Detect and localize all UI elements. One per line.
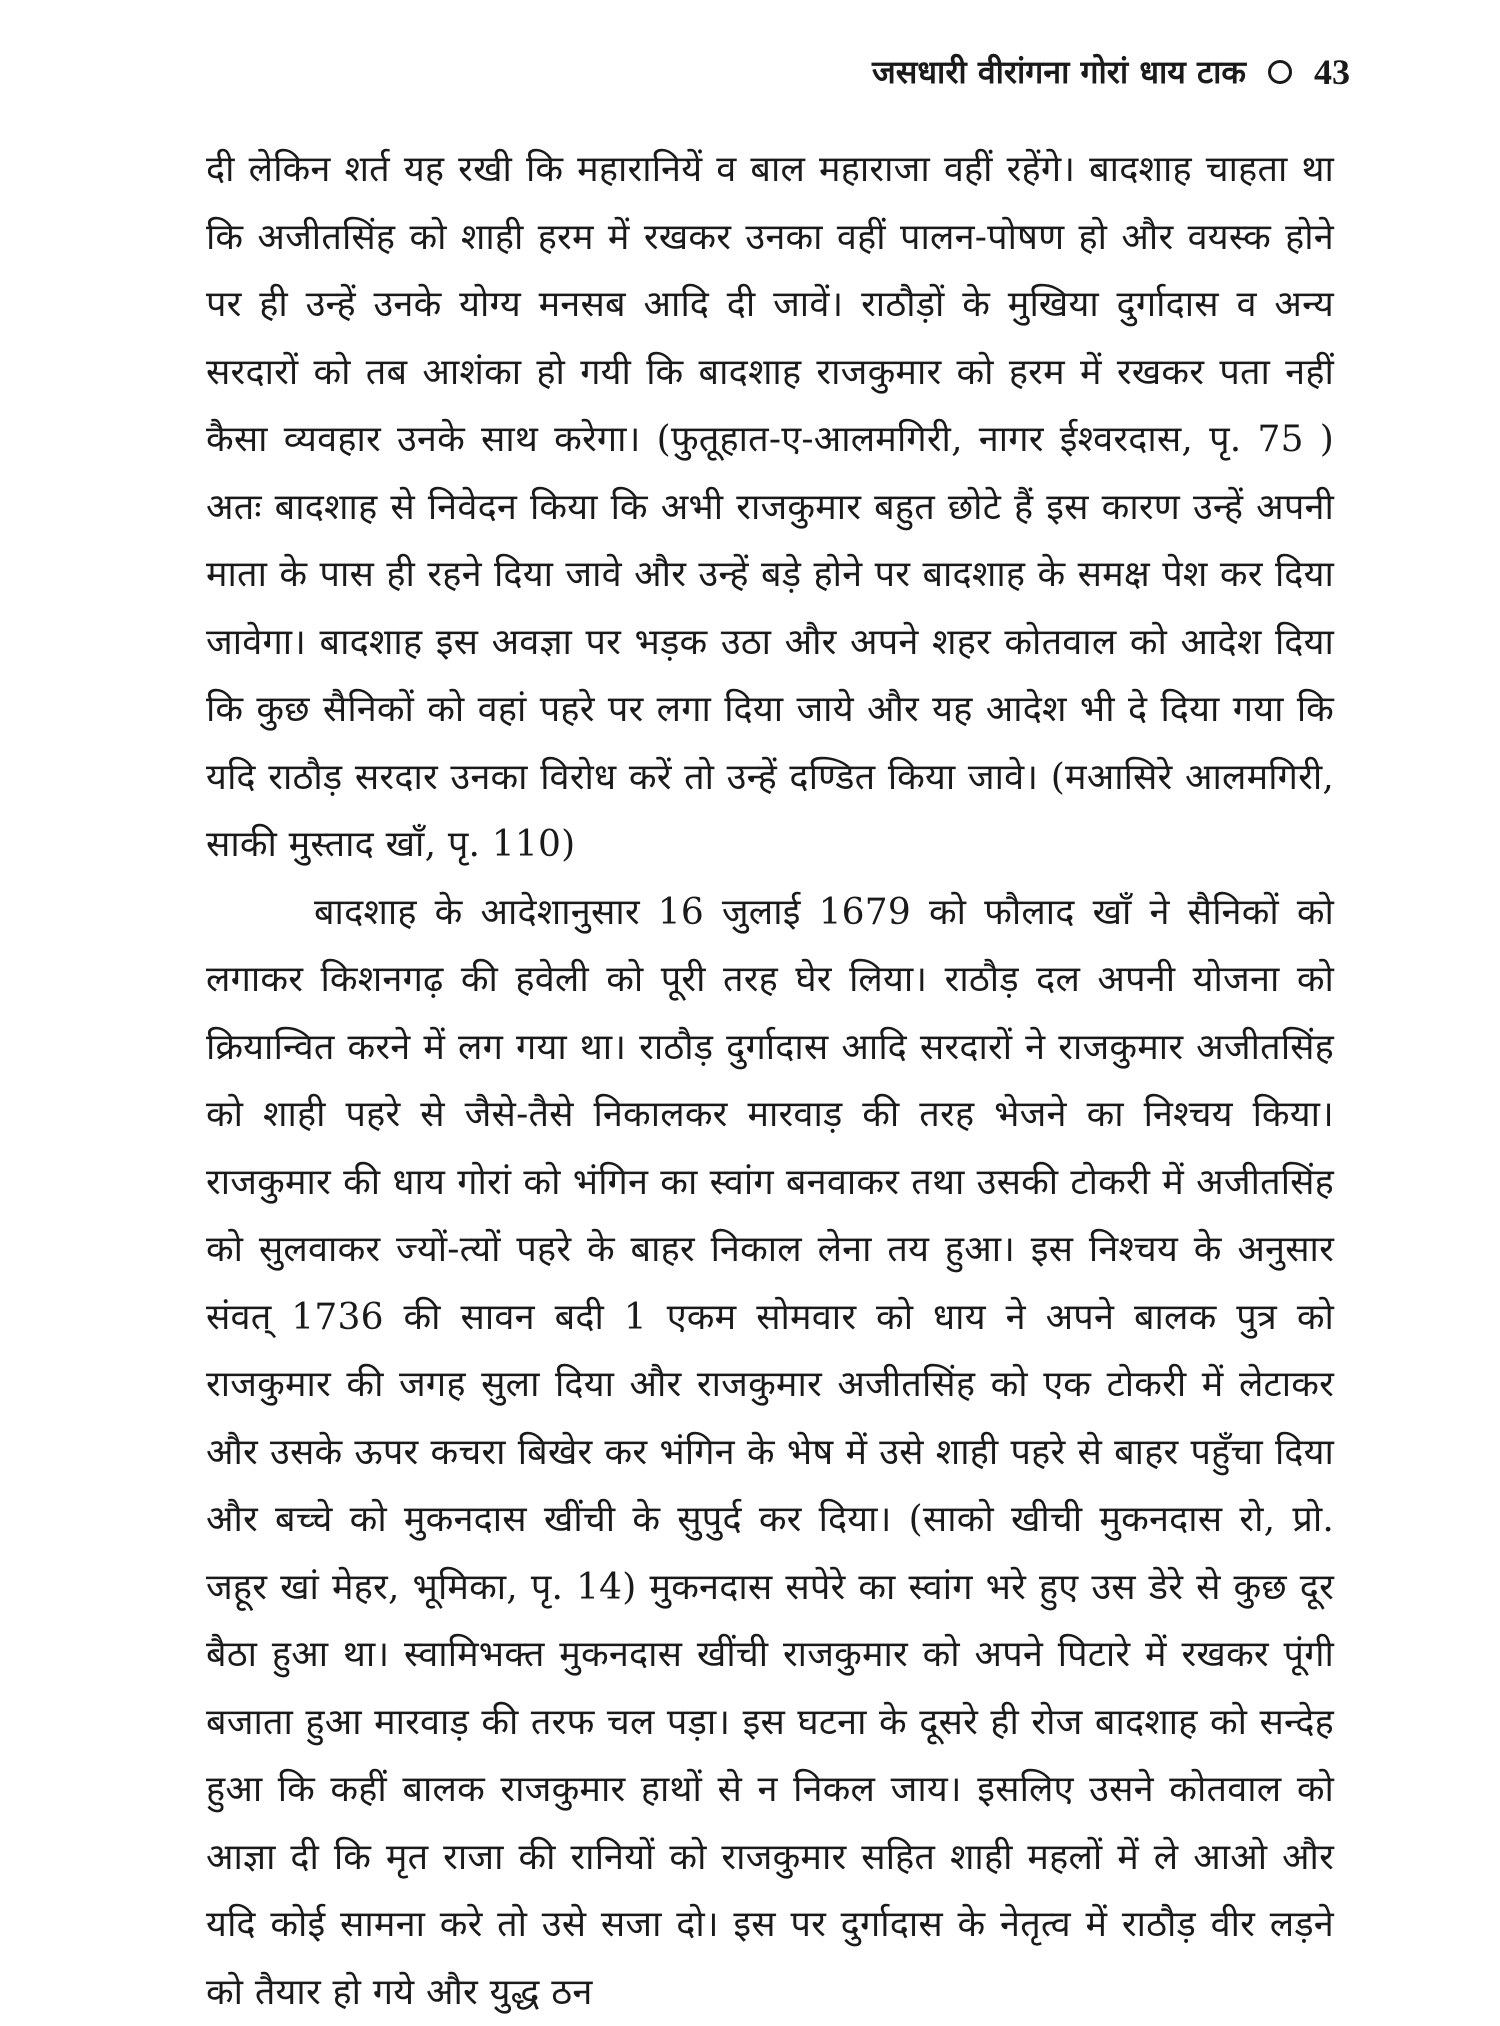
paragraph-badshah-order: बादशाह के आदेशानुसार 16 जुलाई 1679 को फौलाद खाँ ने सैनिकों को लगाकर किशनगढ़ की हवेली को पूरी तरह घेर लिया। राठौड़ दल अपनी योजना को क्रियान्वित करने में लग गया था। राठौड़ दुर्गादास आदि सरदारों ने राजकुमार अजीतसिंह को शाही पहरे से जैसे-तैसे निकालकर मारवाड़ की तरह भेजने का निश्चय किया। राजकुमार की धाय गोरां को भंगिन का स्वांग बनवाकर तथा उसकी टोकरी में अजीतसिंह को सुलवाकर ज्यों-त्यों पहरे के बाहर निकाल लेना तय हुआ। इस निश्चय के अनुसार संवत् 1736 की सावन बदी 1 एकम सोमवार को धाय ने अपने बालक पुत्र को राजकुमार की जगह सुला दिया और राजकुमार अजीतसिंह को एक टोकरी में लेटाकर और उसके ऊपर कचरा बिखेर कर भंगिन के भेष में उसे शाही पहरे से बाहर पहुँचा दिया और बच्चे को मुकनदास खींची के सुपुर्द कर दिया। (साको खीची मुकनदास रो, प्रो. जहूर खां मेहर, भूमिका, पृ. 14) मुकनदास सपेरे का स्वांग भरे हुए उस डेरे से कुछ दूर बैठा हुआ था। स्वामिभक्त मुकनदास खींची राजकुमार को अपने पिटारे में रखकर पूंगी बजाता हुआ मारवाड़ की तरफ चल पड़ा। इस घटना के दूसरे ही रोज बादशाह को सन्देह हुआ कि कहीं बालक राजकुमार हाथों से न निकल जाय। इसलिए उसने कोतवाल को आज्ञा दी कि मृत राजा की रानियों को राजकुमार सहित शाही महलों में ले आओ और यदि कोई सामना करे तो उसे सजा दो। इस पर दुर्गादास के नेतृत्व में राठौड़ वीर लड़ने को तैयार हो गये और युद्ध ठन [206, 879, 1334, 2026]
page-number: 43 [1314, 51, 1350, 93]
running-title: जसधारी वीरांगना गोरां धाय टाक [872, 50, 1246, 93]
body-text [206, 136, 1334, 2026]
circle-ornament-icon [1268, 60, 1292, 84]
page-header [872, 50, 1350, 93]
paragraph-continuation: दी लेकिन शर्त यह रखी कि महारानियें व बाल महाराजा वहीं रहेंगे। बादशाह चाहता था कि अजीतसिंह को शाही हरम में रखकर उनका वहीं पालन-पोषण हो और वयस्क होने पर ही उन्हें उनके योग्य मनसब आदि दी जावें। राठौड़ों के मुखिया दुर्गादास व अन्य सरदारों को तब आशंका हो गयी कि बादशाह राजकुमार को हरम में रखकर पता नहीं कैसा व्यवहार उनके साथ करेगा। (फुतूहात-ए-आलमगिरी, नागर ईश्वरदास, पृ. 75 ) अतः बादशाह से निवेदन किया कि अभी राजकुमार बहुत छोटे हैं इस कारण उन्हें अपनी माता के पास ही रहने दिया जावे और उन्हें बड़े होने पर बादशाह के समक्ष पेश कर दिया जावेगा। बादशाह इस अवज्ञा पर भड़क उठा और अपने शहर कोतवाल को आदेश दिया कि कुछ सैनिकों को वहां पहरे पर लगा दिया जाये और यह आदेश भी दे दिया गया कि यदि राठौड़ सरदार उनका विरोध करें तो उन्हें दण्डित किया जावे। (मआसिरे आलमगिरी, साकी मुस्ताद खाँ, पृ. 110) [206, 136, 1334, 879]
